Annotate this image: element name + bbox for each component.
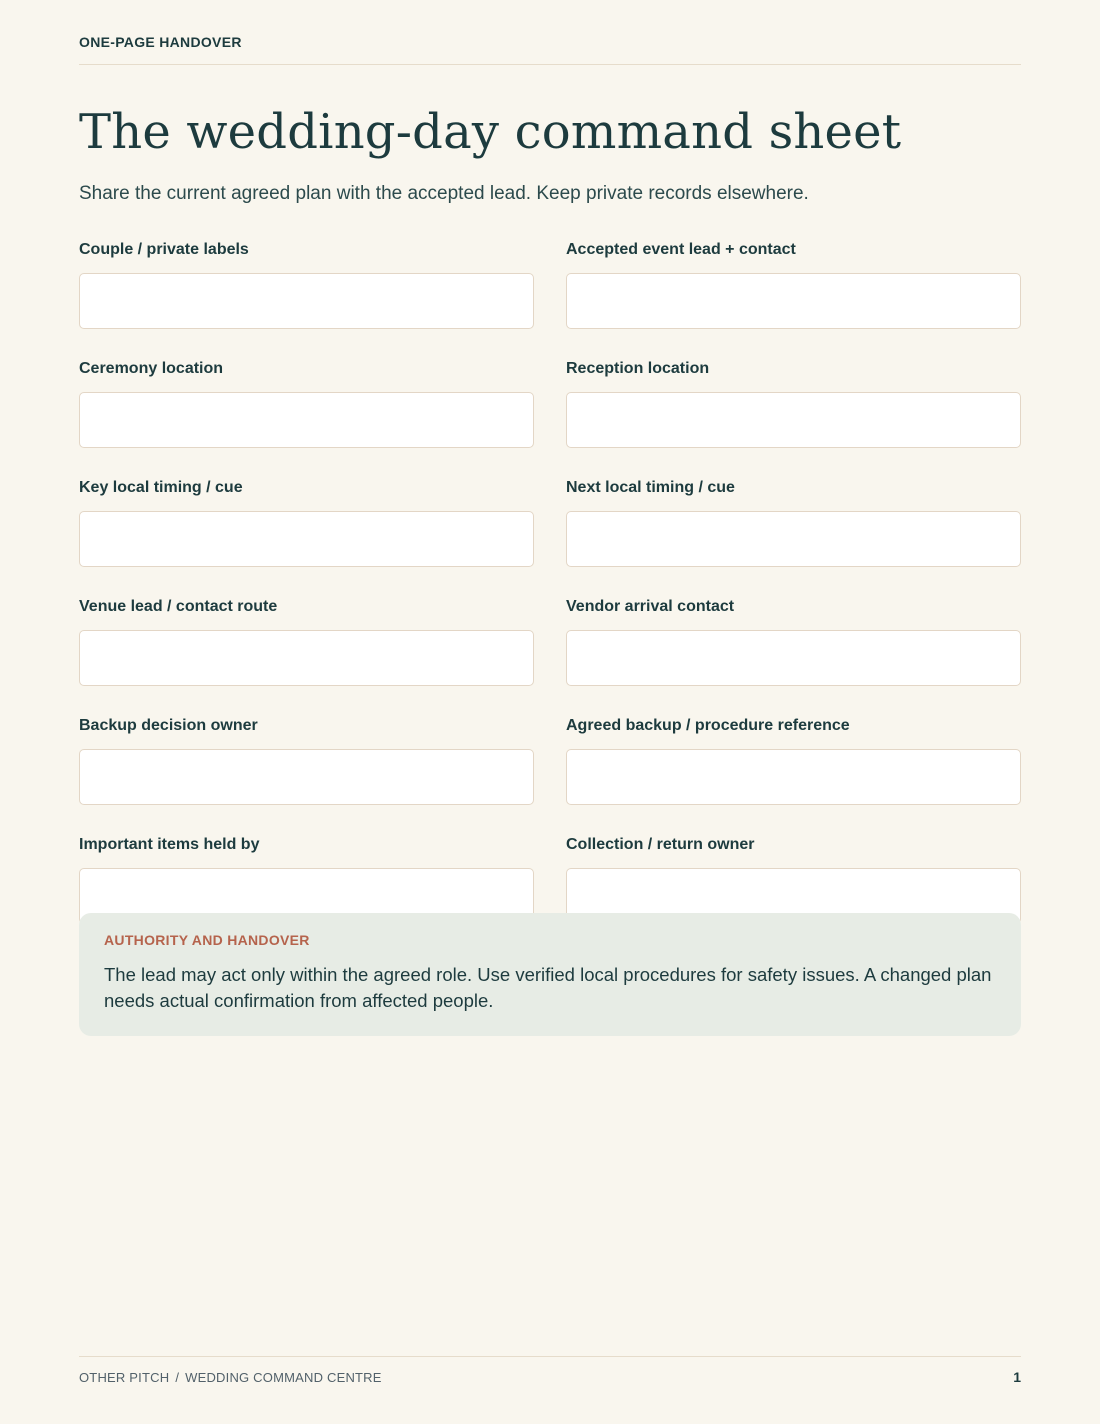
field-backup-owner	[79, 716, 534, 805]
next-timing-input[interactable]	[566, 511, 1021, 567]
key-timing-input[interactable]	[79, 511, 534, 567]
field-next-timing	[566, 478, 1021, 567]
handover-page	[79, 0, 1021, 1424]
field-label: Vendor arrival contact	[566, 598, 735, 615]
ceremony-location-input[interactable]	[79, 392, 534, 448]
field-backup-procedure	[566, 716, 1021, 805]
field-label: Couple / private labels	[79, 241, 249, 258]
backup-owner-input[interactable]	[79, 749, 534, 805]
field-label: Key local timing / cue	[79, 479, 243, 496]
field-collection-owner	[566, 835, 1021, 924]
footer-separator: /	[175, 1370, 180, 1385]
notice-heading: AUTHORITY AND HANDOVER	[104, 932, 310, 948]
page-title: The wedding-day command sheet	[79, 104, 902, 160]
field-label: Accepted event lead + contact	[566, 241, 796, 258]
vendor-arrival-input[interactable]	[566, 630, 1021, 686]
authority-notice	[79, 913, 1021, 1036]
field-important-items	[79, 835, 534, 924]
handover-form	[79, 240, 1021, 924]
event-lead-input[interactable]	[566, 273, 1021, 329]
field-label: Agreed backup / procedure reference	[566, 717, 850, 734]
eyebrow-label: ONE-PAGE HANDOVER	[79, 34, 242, 50]
field-label: Important items held by	[79, 836, 260, 853]
page-subtitle: Share the current agreed plan with the accepted lead. Keep private records elsewhere.	[79, 183, 809, 204]
top-divider	[79, 64, 1021, 65]
field-label: Collection / return owner	[566, 836, 755, 853]
footer-breadcrumb	[79, 1370, 382, 1385]
field-ceremony-location	[79, 359, 534, 448]
backup-procedure-input[interactable]	[566, 749, 1021, 805]
bottom-divider	[79, 1356, 1021, 1357]
field-key-timing	[79, 478, 534, 567]
field-label: Venue lead / contact route	[79, 598, 278, 615]
field-label: Ceremony location	[79, 360, 224, 377]
field-label: Next local timing / cue	[566, 479, 735, 496]
notice-body: The lead may act only within the agreed role. Use verified local procedures for safety issues. A changed plan needs actual confirmation from affected people.	[104, 964, 992, 1011]
footer-section: OTHER PITCH	[79, 1370, 170, 1385]
field-reception-location	[566, 359, 1021, 448]
field-label: Backup decision owner	[79, 717, 258, 734]
footer-document: WEDDING COMMAND CENTRE	[185, 1370, 382, 1385]
venue-lead-input[interactable]	[79, 630, 534, 686]
field-label: Reception location	[566, 360, 710, 377]
field-event-lead	[566, 240, 1021, 329]
reception-location-input[interactable]	[566, 392, 1021, 448]
field-venue-lead	[79, 597, 534, 686]
field-vendor-arrival	[566, 597, 1021, 686]
page-number: 1	[1013, 1369, 1021, 1385]
field-couple-labels	[79, 240, 534, 329]
couple-labels-input[interactable]	[79, 273, 534, 329]
